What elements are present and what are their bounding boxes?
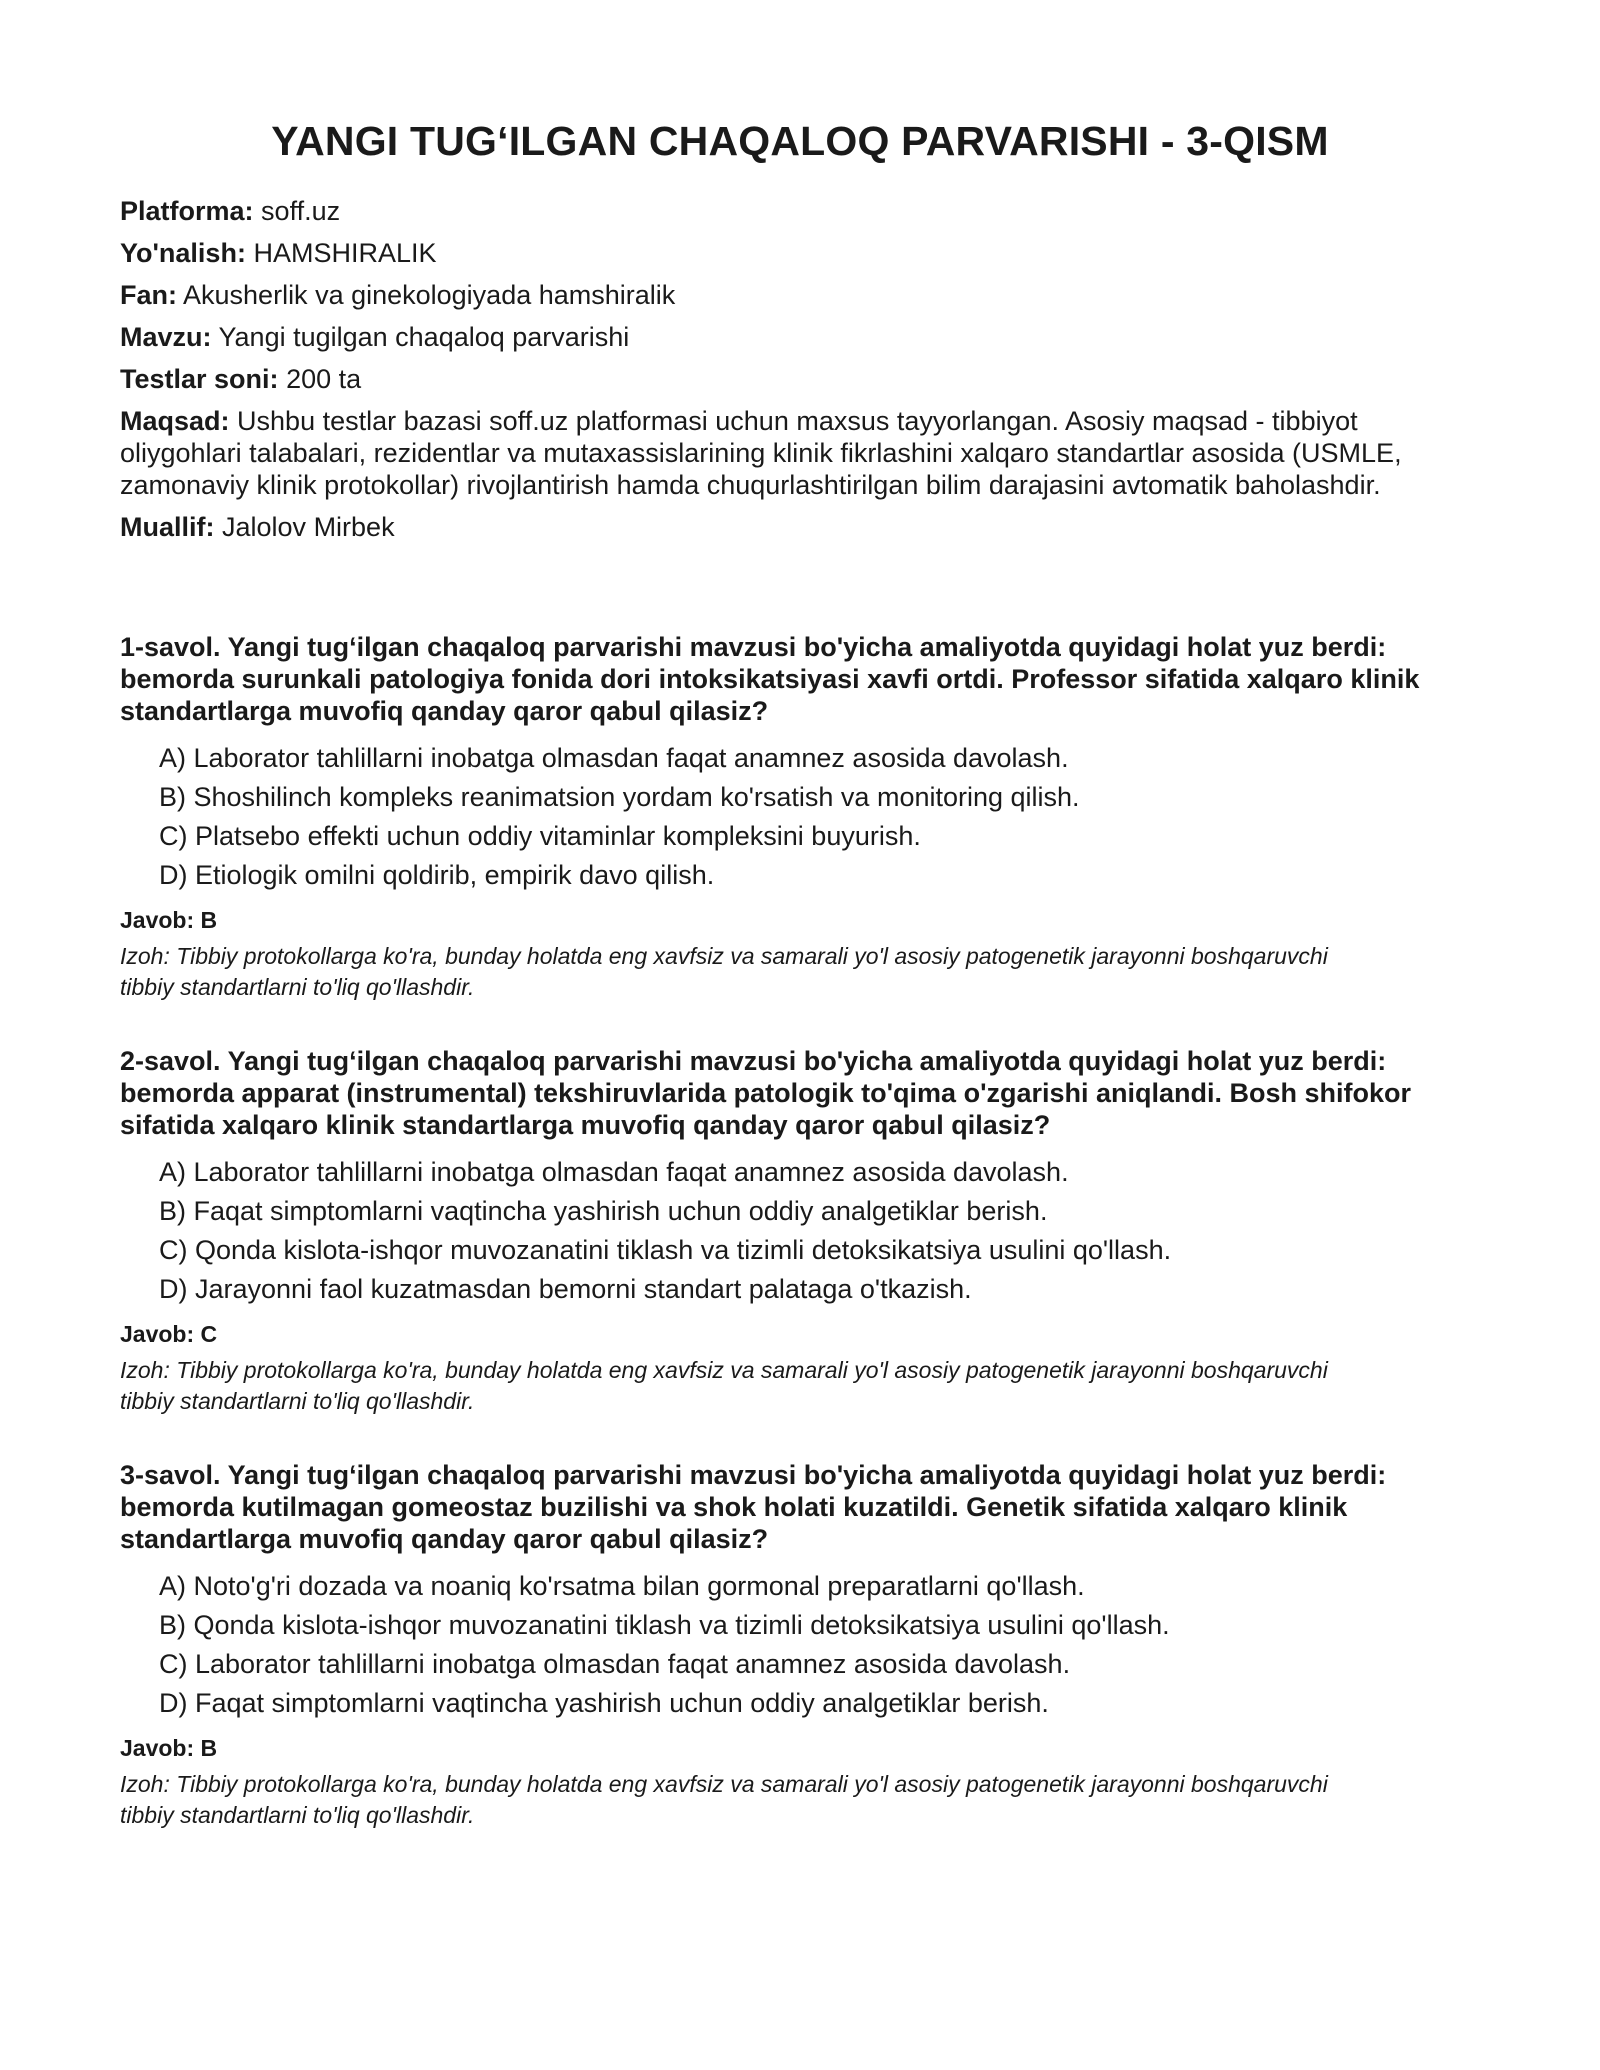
- meta-value: soff.uz: [261, 196, 341, 226]
- meta-direction: [120, 237, 1480, 269]
- option-d: D) Etiologik omilni qoldirib, empirik davo qilish.: [159, 860, 715, 890]
- correct-answer: Javob: B: [120, 907, 218, 933]
- meta-label: Platforma:: [120, 196, 254, 226]
- meta-label: Muallif:: [120, 512, 215, 542]
- document-title: YANGI TUG‘ILGAN CHAQALOQ PARVARISHI - 3-QISM: [271, 118, 1329, 164]
- document-page: [120, 118, 1480, 1873]
- meta-value: 200 ta: [286, 364, 362, 394]
- correct-answer: Javob: C: [120, 1321, 218, 1347]
- option-b: B) Shoshilinch kompleks reanimatsion yordam ko'rsatish va monitoring qilish.: [159, 782, 1080, 812]
- answer-explanation: Izoh: Tibbiy protokollarga ko'ra, bunday holatda eng xavfsiz va samarali yo'l asosiy patogenetik jarayonni boshqaruvchi tibbiy standartlarni to'liq qo'llashdir.: [120, 1771, 1328, 1828]
- answer-options: [120, 1153, 1480, 1309]
- meta-value: HAMSHIRALIK: [253, 238, 437, 268]
- option-c: C) Qonda kislota-ishqor muvozanatini tiklash va tizimli detoksikatsiya usulini qo'llash.: [159, 1235, 1172, 1265]
- option-a: A) Laborator tahlillarni inobatga olmasdan faqat anamnez asosida davolash.: [159, 743, 1069, 773]
- meta-subject: [120, 279, 1480, 311]
- meta-label: Fan:: [120, 280, 177, 310]
- question-1: [120, 631, 1480, 1003]
- meta-value: Akusherlik va ginekologiyada hamshiralik: [183, 280, 676, 310]
- question-text: 1-savol. Yangi tug‘ilgan chaqaloq parvarishi mavzusi bo'yicha amaliyotda quyidagi holat yuz berdi: bemorda surunkali patologiya fonida dori intoksikatsiyasi xavfi ortdi. Professor sifatida xalqaro klinik standartlarga muvofiq qanday qaror qabul qilasiz?: [120, 632, 1420, 726]
- question-text: 3-savol. Yangi tug‘ilgan chaqaloq parvarishi mavzusi bo'yicha amaliyotda quyidagi holat yuz berdi: bemorda kutilmagan gomeostaz buzilishi va shok holati kuzatildi. Genetik sifatida xalqaro klinik standartlarga muvofiq qanday qaror qabul qilasiz?: [120, 1460, 1387, 1554]
- option-a: A) Noto'g'ri dozada va noaniq ko'rsatma bilan gormonal preparatlarni qo'llash.: [159, 1571, 1085, 1601]
- question-text: 2-savol. Yangi tug‘ilgan chaqaloq parvarishi mavzusi bo'yicha amaliyotda quyidagi holat yuz berdi: bemorda apparat (instrumental) tekshiruvlarida patologik to'qima o'zgarishi aniqlandi. Bosh shifokor sifatida xalqaro klinik standartlarga muvofiq qanday qaror qabul qilasiz?: [120, 1046, 1412, 1140]
- question-2: [120, 1045, 1480, 1417]
- option-b: B) Faqat simptomlarni vaqtincha yashirish uchun oddiy analgetiklar berish.: [159, 1196, 1048, 1226]
- correct-answer: Javob: B: [120, 1735, 218, 1761]
- answer-explanation: Izoh: Tibbiy protokollarga ko'ra, bunday holatda eng xavfsiz va samarali yo'l asosiy patogenetik jarayonni boshqaruvchi tibbiy standartlarni to'liq qo'llashdir.: [120, 1357, 1328, 1414]
- meta-value: Yangi tugilgan chaqaloq parvarishi: [218, 322, 630, 352]
- answer-options: [120, 1567, 1480, 1723]
- meta-test-count: [120, 363, 1480, 395]
- meta-platform: [120, 195, 1480, 227]
- option-b: B) Qonda kislota-ishqor muvozanatini tiklash va tizimli detoksikatsiya usulini qo'llash.: [159, 1610, 1170, 1640]
- meta-value: Ushbu testlar bazasi soff.uz platformasi uchun maxsus tayyorlangan. Asosiy maqsad - tibbiyot oliygohlari talabalari, rezidentlar va mutaxassislarining klinik fikrlashini xalqaro standartlar asosida (USMLE, zamonaviy klinik protokollar) rivojlantirish hamda chuqurlashtirilgan bilim darajasini avtomatik baholashdir.: [120, 406, 1402, 500]
- answer-explanation: Izoh: Tibbiy protokollarga ko'ra, bunday holatda eng xavfsiz va samarali yo'l asosiy patogenetik jarayonni boshqaruvchi tibbiy standartlarni to'liq qo'llashdir.: [120, 943, 1328, 1000]
- option-c: C) Laborator tahlillarni inobatga olmasdan faqat anamnez asosida davolash.: [159, 1649, 1071, 1679]
- question-3: [120, 1459, 1480, 1831]
- meta-author: [120, 511, 1480, 543]
- meta-label: Maqsad:: [120, 406, 230, 436]
- option-a: A) Laborator tahlillarni inobatga olmasdan faqat anamnez asosida davolash.: [159, 1157, 1069, 1187]
- meta-label: Mavzu:: [120, 322, 212, 352]
- meta-info: [120, 195, 1480, 543]
- option-c: C) Platsebo effekti uchun oddiy vitaminlar kompleksini buyurish.: [159, 821, 921, 851]
- meta-label: Testlar soni:: [120, 364, 279, 394]
- meta-topic: [120, 321, 1480, 353]
- answer-options: [120, 739, 1480, 895]
- meta-label: Yo'nalish:: [120, 238, 246, 268]
- option-d: D) Jarayonni faol kuzatmasdan bemorni standart palataga o'tkazish.: [159, 1274, 972, 1304]
- meta-value: Jalolov Mirbek: [222, 512, 395, 542]
- meta-purpose: [120, 405, 1480, 501]
- option-d: D) Faqat simptomlarni vaqtincha yashirish uchun oddiy analgetiklar berish.: [159, 1688, 1049, 1718]
